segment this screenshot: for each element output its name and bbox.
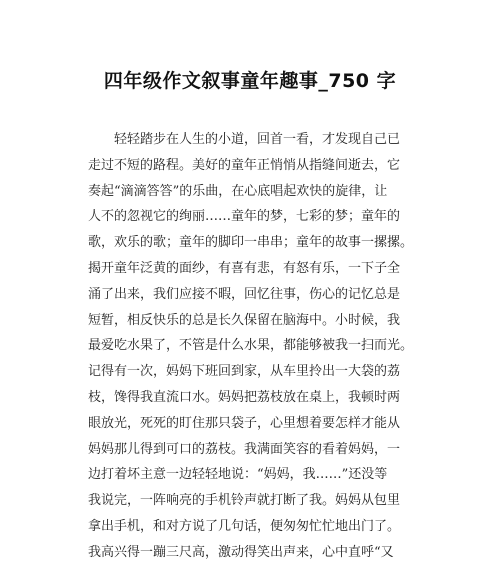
paragraph-line: 妈妈那儿得到可口的荔枝。我满面笑容的看着妈妈，一: [88, 441, 401, 457]
paragraph-line: 我高兴得一蹦三尺高，激动得笑出声来，心中直呼“又: [88, 544, 394, 560]
paragraph-line: 短暂，相反快乐的总是长久保留在脑海中。小时候，我: [88, 312, 401, 328]
paragraph-line: 奏起“滴滴答答”的乐曲，在心底唱起欢快的旋律，让: [88, 183, 388, 199]
paragraph-line: 边打着坏主意一边轻轻地说：“妈妈，我……”还没等: [88, 467, 388, 483]
paragraph-line: 揭开童年泛黄的面纱，有喜有悲，有怒有乐，一下子全: [88, 260, 401, 276]
paragraph-line: 最爱吃水果了，不管是什么水果，都能够被我一扫而光。: [88, 338, 414, 354]
paragraph-line: 人不的忽视它的绚丽……童年的梦，七彩的梦；童年的: [88, 209, 401, 225]
paragraph-line: 走过不短的路程。美好的童年正悄悄从指缝间逝去，它: [88, 157, 401, 173]
paragraph-line: 记得有一次，妈妈下班回到家，从车里拎出一大袋的荔: [88, 364, 401, 380]
paragraph-line: 涌了出来，我们应接不暇，回忆往事，伤心的记忆总是: [88, 286, 401, 302]
paragraph-line: 我说完，一阵响亮的手机铃声就打断了我。妈妈从包里: [88, 493, 401, 509]
paragraph-line: 歌，欢乐的歌；童年的脚印一串串；童年的故事一摞摞。: [88, 235, 414, 251]
paragraph-line: 拿出手机，和对方说了几句话，便匆匆忙忙地出门了。: [88, 518, 401, 534]
document-title: 四年级作文叙事童年趣事_750 字: [103, 70, 397, 92]
paragraph-line: 轻轻踏步在人生的小道，回首一看，才发现自己已: [114, 132, 401, 147]
paragraph-line: 眼放光，死死的盯住那只袋子，心里想着要怎样才能从: [88, 415, 401, 431]
paragraph-line: 枝，馋得我直流口水。妈妈把荔枝放在桌上，我顿时两: [88, 389, 401, 405]
document-body: [88, 127, 428, 566]
